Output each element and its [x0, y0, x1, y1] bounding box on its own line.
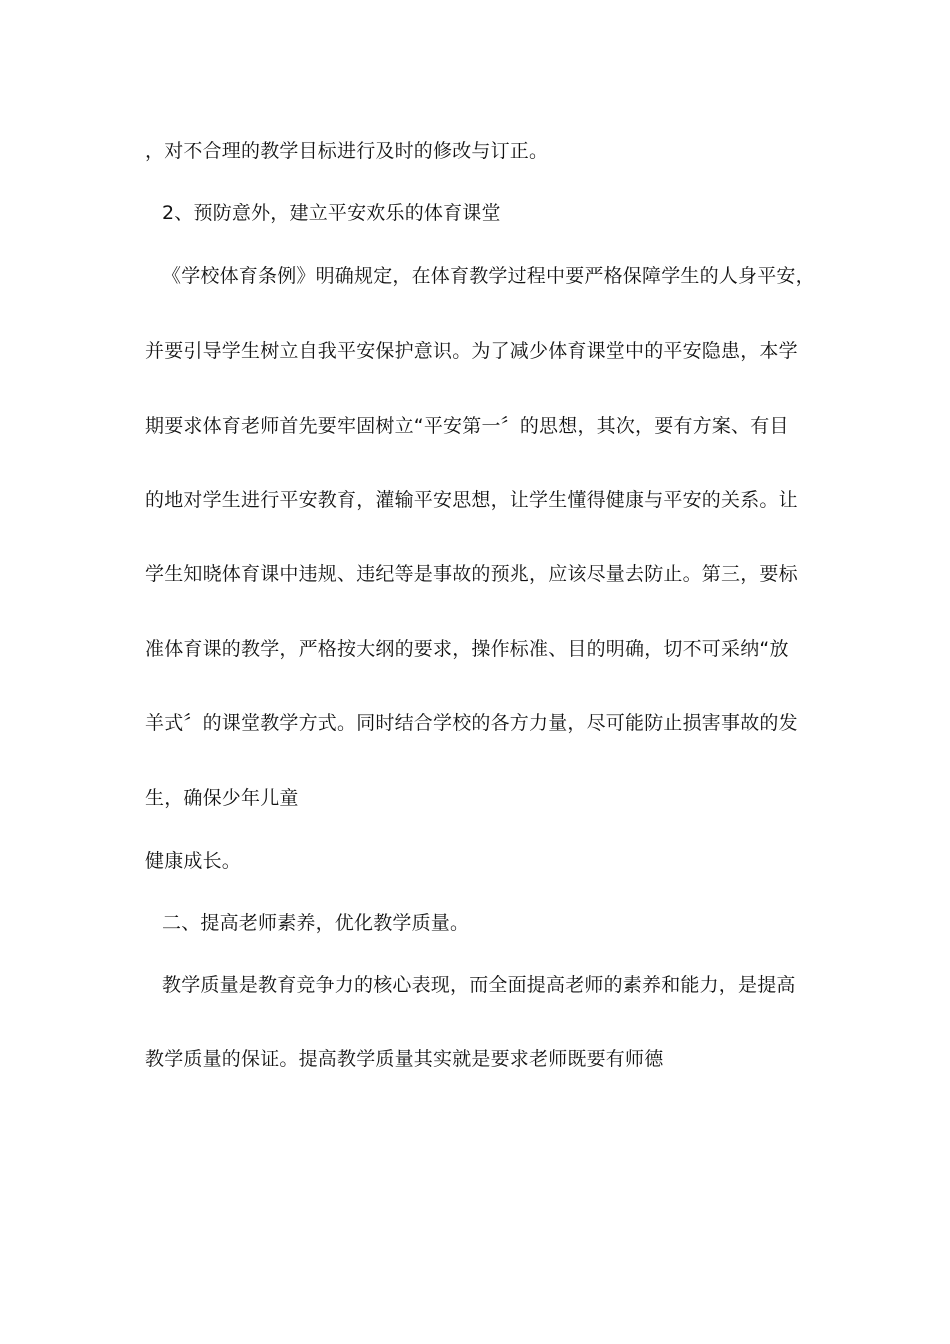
paragraph-line: 学生知晓体育课中违规、违纪等是事故的预兆，应该尽量去防止。第三，要标	[145, 563, 798, 585]
section-heading: 2、预防意外，建立平安欢乐的体育课堂	[162, 202, 501, 224]
paragraph-line: 教学质量是教育竞争力的核心表现，而全面提高老师的素养和能力，是提高	[162, 974, 796, 996]
paragraph-line: 羊式〞的课堂教学方式。同时结合学校的各方力量，尽可能防止损害事故的发	[145, 712, 798, 734]
paragraph-line: 教学质量的保证。提高教学质量其实就是要求老师既要有师德	[145, 1048, 664, 1070]
section-heading: 二、提高老师素养，优化教学质量。	[162, 912, 470, 934]
paragraph-line: 并要引导学生树立自我平安保护意识。为了减少体育课堂中的平安隐患，本学	[145, 340, 798, 362]
paragraph-line: ，对不合理的教学目标进行及时的修改与订正。	[145, 140, 549, 162]
paragraph-line: 健康成长。	[145, 850, 242, 872]
paragraph-line: 《学校体育条例》明确规定，在体育教学过程中要严格保障学生的人身平安，	[162, 265, 815, 287]
paragraph-line: 期要求体育老师首先要牢固树立“平安第一〞的思想，其次，要有方案、有目	[145, 415, 789, 437]
paragraph-line: 生，确保少年儿童	[145, 787, 299, 809]
paragraph-line: 的地对学生进行平安教育，灌输平安思想，让学生懂得健康与平安的关系。让	[145, 489, 798, 511]
paragraph-line: 准体育课的教学，严格按大纲的要求，操作标准、目的明确，切不可采纳“放	[145, 638, 789, 660]
